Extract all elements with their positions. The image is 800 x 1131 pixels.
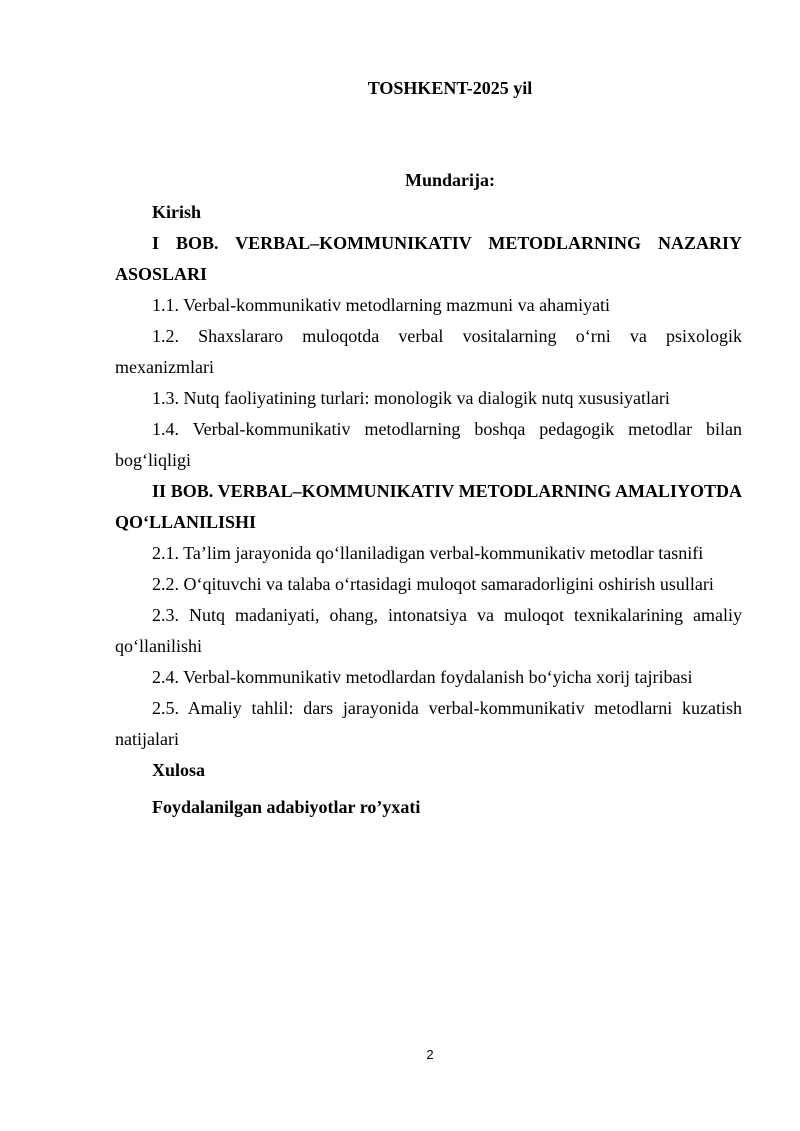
toc-entry-2-4: 2.4. Verbal-kommunikativ metodlardan foydalanish bo‘yicha xorij tajribasi (152, 667, 693, 687)
table-of-contents-title: Mundarija: (405, 170, 495, 190)
toc-entry-1-3: 1.3. Nutq faoliyatining turlari: monologik va dialogik nutq xususiyatlari (152, 388, 670, 408)
toc-entry-1-2: 1.2. Shaxslararo muloqotda verbal vositalarning o‘rni va psixologik mexanizmlari (115, 326, 742, 377)
toc-entry-2-3: 2.3. Nutq madaniyati, ohang, intonatsiya va muloqot texnikalarining amaliy qo‘llanilishi (115, 605, 742, 656)
toc-entry-2-5: 2.5. Amaliy tahlil: dars jarayonida verbal-kommunikativ metodlarni kuzatish natijalari (115, 698, 742, 749)
toc-entry-conclusion: Xulosa (152, 760, 206, 780)
table-of-contents (115, 197, 742, 823)
toc-entry-references: Foydalanilgan adabiyotlar ro’yxati (152, 797, 421, 817)
city-year-heading: TOSHKENT-2025 yil (367, 78, 533, 98)
toc-entry-2-1: 2.1. Ta’lim jarayonida qo‘llaniladigan verbal-kommunikativ metodlar tasnifi (152, 543, 704, 563)
toc-entry-1-4: 1.4. Verbal-kommunikativ metodlarning boshqa pedagogik metodlar bilan bog‘liqligi (115, 419, 742, 470)
page-number: 2 (426, 1047, 434, 1062)
toc-entry-chapter-1: I BOB. VERBAL–KOMMUNIKATIV METODLARNING NAZARIY ASOSLARI (115, 233, 742, 284)
toc-entry-2-2: 2.2. O‘qituvchi va talaba o‘rtasidagi muloqot samaradorligini oshirish usullari (152, 574, 714, 594)
toc-entry-1-1: 1.1. Verbal-kommunikativ metodlarning mazmuni va ahamiyati (152, 295, 611, 315)
toc-entry-chapter-2: II BOB. VERBAL–KOMMUNIKATIV METODLARNING AMALIYOTDA QO‘LLANILISHI (115, 481, 742, 532)
toc-entry-introduction: Kirish (152, 202, 202, 222)
